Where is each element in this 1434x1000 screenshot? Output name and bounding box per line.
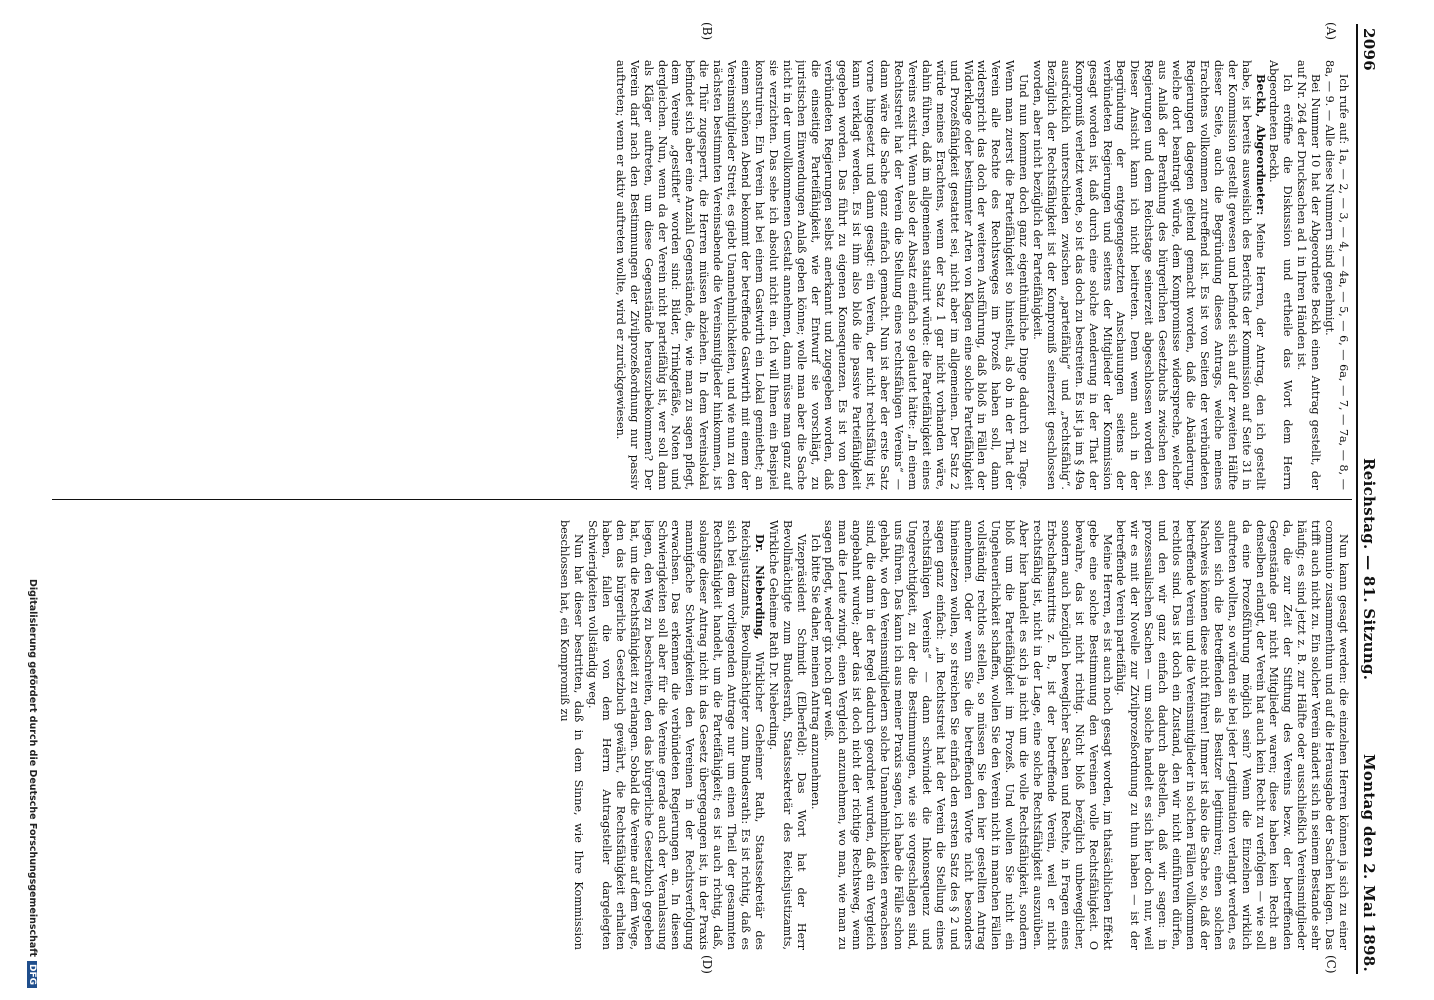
left-title: Reichstag. — 81. Sitzung. [1360,458,1378,681]
president-paragraph [766,520,808,950]
margin-letter-b: (B) [700,22,714,41]
header-rule [1356,24,1358,974]
column-divider [52,499,1352,500]
paragraph: Ich bitte Sie daher, meinen Antrag anzunehmen. [808,534,822,810]
right-title: Montag den 2. Mai 1898. [1360,753,1378,972]
paragraph: Bei Nummer 10 hat der Abgeordnete Beckh einen Antrag gestellt, der auf Nr. 264 der Drucksachen ad 1 in Ihren Händen ist. [1295,60,1323,490]
paragraph: Und nun kommen doch ganz eigenthümliche Dinge dadurch zu Tage. Wenn man zuerst die Parteifähigkeit so hinstellt, als ob in der That der Verein alle Rechte des Rechtsweges im Prozeß haben soll, dann widerspricht das doch der weiteren Ausführung, daß bloß in Fällen der Widerklage oder bestimmter Arten von Klagen eine solche Parteifähigkeit und Prozeßfähigkeit gestattet sei, nicht aber im allgemeinen. Der Satz 2 würde meines Erachtens, wenn der Satz 1 gar nicht vorhanden wäre, dahin führen, daß im allgemeinen statuirt würde: die Parteifähigkeit eines Vereins existirt. Wenn also der Absatz einfach so gelautet hätte: „In einem Rechtsstreit hat der Verein die Stellung eines rechtsfähigen Vereins“ — dann wäre die Sache ganz einfach gemacht. Nun ist aber der erste Satz vorne hingesetzt und dann gesagt: ein Verein, der nicht rechtsfähig ist, kann verklagt werden. Es ist ihm also bloß die passive Parteifähigkeit gegeben worden. Das führt zu eigenen Konsequenzen. Es ist von den verbündeten Regierungen selbst anerkannt und zugegeben worden, daß die einseitige Parteifähigkeit, wie der Entwurf sie vorschlägt, zu juristischen Einwendungen Anlaß geben könne; wolle man aber die Sache nicht in der unvollkommenen Gestalt annehmen, dann müsse man ganz auf sie verzichten. Das sehe ich absolut nicht ein. Ich will Ihnen ein Beispiel konstruiren. Ein Verein hat bei einem Gastwirth ein Lokal gemiethet; an einem schönen Abend bekommt der betreffende Gastwirth mit einem der Vereinsmitglieder Streit, es giebt Unannehmlichkeiten, und wie nun zu den nächsten bestimmten Vereinsabende die Vereinsmitglieder hinkommen, ist die Thür zugesperrt, die Herren müssen abziehen. In dem Vereinslokal befindet sich aber eine Anzahl Gegenstände, die, wie man zu sagen pflegt, dem Vereine „gestiftet“ worden sind: Bilder, Trinkgefäße, Noten und dergleichen. Nun, wenn da der Verein nicht parteifähig ist, wer soll dann als Kläger auftreten, um diese Gegenstände herauszubekommen? Der Verein darf nach den Bestimmungen der Zivilprozeßordnung nur passiv auftreten; wenn er aktiv auftreten wollte, wird er zurückgewiesen. [613,60,1031,490]
running-head [1358,28,1378,972]
paragraph: Nun hat dieser bestritten, daß in dem Sinne, wie Ihre Kommission beschlossen hat, ein Kompromiß zu [558,520,586,950]
president-label: Vizepräsident Schmidt (Elberfeld): [794,534,808,757]
page-number: 2096 [1360,28,1378,71]
paragraph: Ich eröffne die Diskussion und ertheile das Wort dem Herrn Abgeordneten Beckh. [1267,60,1295,490]
president-text: Das Wort hat der Herr Bevollmächtigte zum Bundesrath, Staatssekretär des Reichsjustizamts, Wirkliche Geheime Rath Dr. Nieberding. [766,520,808,950]
speech-text: Meine Herren, der Antrag, den ich gestellt habe, ist bereits ausweislich des Berichts der Kommission auf Seite 31 in der Kommission gestellt gewesen und befindet sich auf der zweiten Hälfte dieser Seite, auch die Begründung dieses Antrags, welche meines Erachtens vollkommen zutreffend ist. Es ist von Seiten der verbündeten Regierungen dagegen geltend gemacht worden, daß die Abänderung, welche dort beantragt würde, dem Kompromisse widerspreche, welcher aus Anlaß der Berathung des bürgerlichen Gesetzbuchs zwischen den Regierungen und dem Reichstage seinerzeit abgeschlossen worden sei. Dieser Ansicht kann ich nicht beitreten. Denn wenn auch in der Begründung der entgegengesetzten Anschauungen seitens der verbündeten Regierungen und seitens der Mitglieder der Kommission gesagt worden ist, daß durch eine solche Aenderung in der That der Kompromiß verletzt werde, so ist das doch zu bestreiten. Es ist ja im § 49a ausdrücklich unterschieden zwischen „parteifähig“ und „rechtsfähig“. Bezüglich der Rechtsfähigkeit ist der Kompromiß seinerzeit geschlossen worden, aber nicht bezüglich der Parteifähigkeit. [1031,60,1267,490]
paragraph: Nun kann gesagt werden: die einzelnen Herren können ja sich zu einer communio zusammenthun und auf die Herausgabe der Sachen klagen. Das trifft auch nicht zu. Ein solcher Verein ändert sich in seinem Bestande sehr häufig; es sind jetzt z. B. zur Hälfte oder ausschließlich Vereinsmitglieder da, die zur Zeit der Stiftung des Vereins bezw. der betreffenden Gegenstände gar nicht Mitglieder waren; diese haben kein Recht an denselben erlangt, der Verein hat auch kein Recht zu verfolgen — wie soll da eine Prozeßführung möglich sein? Wenn die Einzelnen wirklich auftreten wollten, so würden sie bei jeder Legitimation verlangt werden, es sollen sich die Betreffenden als Besitzer legitimiren; einen solchen Nachweis können diese nicht führen! Immer ist also die Sache so, daß der betreffende Verein und die Vereinsmitglieder in solchen Fällen vollkommen rechtlos sind. Das ist doch ein Zustand, den wir nicht einführen dürfen, und den wir ganz einfach dadurch abstellen, daß wir sagen: in prozessualischen Sachen — um solche handelt es sich hier doch nur, weil wir es mit der Novelle zur Zivilprozeßordnung zu thun haben — ist der betreffende Verein parteifähig. [1114,520,1350,950]
digitization-credit [20,8,38,988]
margin-letter-d: (D) [700,955,714,974]
speaker-name: Beckh, Abgeordneter: [1253,74,1268,216]
right-column [50,520,1350,950]
left-column [50,60,1350,490]
credit-text: Digitalisierung gefördert durch die Deutsche Forschungsgemeinschaft [27,579,38,957]
margin-letter-a: (A) [1324,22,1338,41]
speaker-name: Dr. Nieberding, [752,534,767,640]
speech-text: Wirklicher Geheimer Rath, Staatssekretär des Reichsjustizamts, Bevollmächtigter zum Bundesrath: Es ist richtig, daß es sich bei dem vorliegenden Antrage nur um einen Theil der gesammten Rechtsfähigkeit handelt, um die Parteifähigkeit; es ist auch richtig, daß, solange dieser Antrag nicht in das Gesetz übergegangen ist, in der Praxis mannigfache Schwierigkeiten den Vereinen in der Rechtsverfolgung erwachsen. Das erkennen die verbündeten Regierungen an. In diesen Schwierigkeiten soll aber für die Vereine gerade auch der Veranlassung liegen, den Weg zu beschreiten, den das bürgerliche Gesetzbuch gegeben hat, um die Rechtsfähigkeit zu erlangen. Sobald die Vereine auf dem Wege, den das bürgerliche Gesetzbuch gewährt, die Rechtsfähigkeit erhalten haben, fallen die von dem Herrn Antragsteller dargelegten Schwierigkeiten vollständig weg. [586,520,766,950]
speech-paragraph [1030,60,1266,490]
speech-paragraph [585,520,766,950]
paragraph: Meine Herren, es ist auch noch gesagt worden, im thatsächlichen Effekt gebe eine solche Bestimmung den Vereinen volle Rechtsfähigkeit. O bewahre, das ist nicht richtig. Nicht bloß bezüglich unbeweglicher, sondern auch bezüglich beweglicher Sachen und Rechte, in Fragen eines Erbschaftsantritts z. B., ist der betreffende Verein, weil er nicht rechtsfähig ist, nicht in der Lage, eine solche Rechtsfähigkeit auszuüben. Aber hier handelt es sich ja nicht um die volle Rechtsfähigkeit, sondern bloß um die Parteifähigkeit im Prozeß. Und wollen Sie nicht ein Ungeheuerlichkeit schaffen, wollen Sie den Verein nicht in manchen Fällen vollständig rechtlos stellen, so müssen Sie den hier gestellten Antrag annehmen. Oder wenn Sie die betreffenden Worte nicht besonders hineinsetzen wollen, so streichen Sie einfach den ersten Satz des § 2 und sagen ganz einfach: „in Rechtsstreit hat der Verein die Stellung eines rechtsfähigen Vereins“ — dann schwindet die Inkonsequenz und Ungerechtigkeit, zu der die Bestimmungen, wie sie vorgeschlagen sind, uns führen. Das kann ich aus meiner Praxis sagen, ich habe die Fälle schon gehabt, wo den Vereinsmitgliedern solche Unannehmlichkeiten erwachsen sind, die dann in der Regel dadurch geordnet wurden, daß ein Vergleich angebahnt wurde; aber das ist doch nicht der richtige Rechtsweg, wenn man die Leute zwingt, einen Vergleich anzunehmen, wo man, wie man zu sagen pflegt, weder gix noch gar weiß. [822,520,1114,950]
paragraph: Ich rufe auf: 1a, — 2, — 3, — 4, — 4a, — 5, — 6, — 6a, — 7, — 7a, — 8, — 8a, — 9. — Alle diese Nummern sind genehmigt. [1323,60,1350,490]
margin-letter-c: (C) [1324,955,1338,974]
dfg-logo: DFG [27,961,37,988]
